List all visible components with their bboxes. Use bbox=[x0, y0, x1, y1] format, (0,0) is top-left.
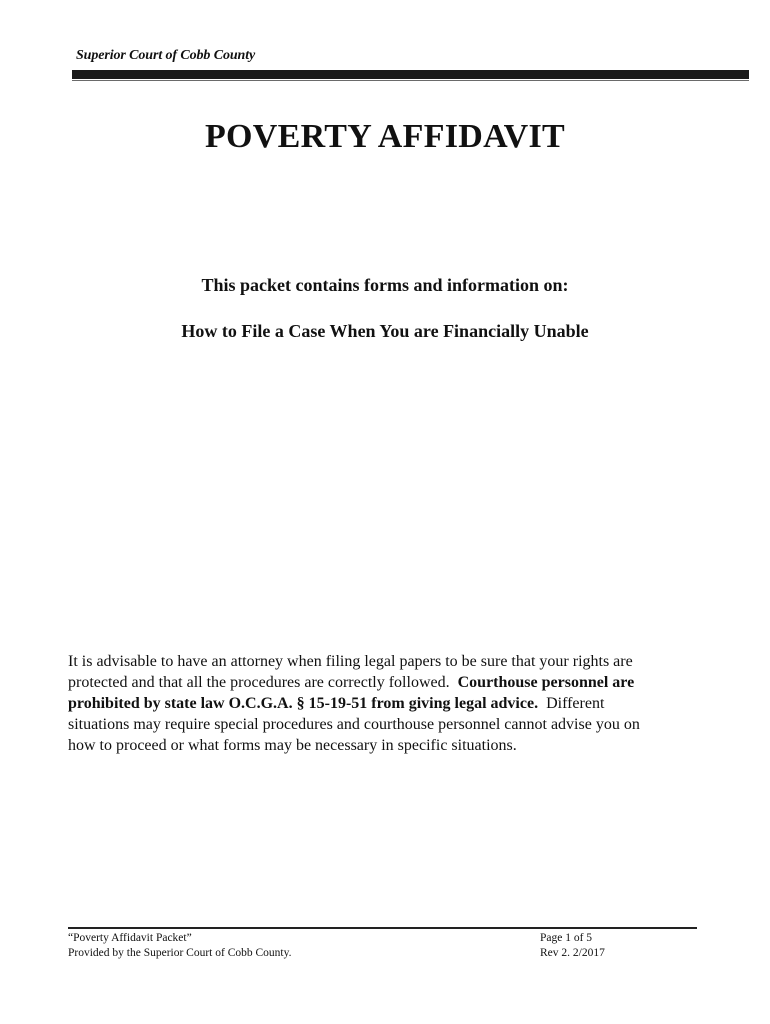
advisory-line-2-plain: protected and that all the procedures are correctly followed. bbox=[68, 674, 450, 691]
advisory-line-3-plain: Different bbox=[546, 695, 605, 712]
footer-right bbox=[540, 931, 605, 961]
packet-intro-heading: This packet contains forms and information on: bbox=[201, 275, 569, 295]
footer-revision: Rev 2. 2/2017 bbox=[540, 947, 605, 959]
footer-page-number: Page 1 of 5 bbox=[540, 932, 593, 944]
document-title: POVERTY AFFIDAVIT bbox=[204, 118, 565, 155]
footer-left bbox=[68, 931, 292, 961]
footer-rule bbox=[68, 927, 697, 929]
footer-packet-name: “Poverty Affidavit Packet” bbox=[68, 932, 192, 944]
header-rule bbox=[72, 70, 749, 79]
advisory-line-2 bbox=[68, 672, 708, 693]
advisory-warning-start: Courthouse personnel are bbox=[457, 674, 635, 691]
advisory-paragraph bbox=[68, 651, 708, 756]
advisory-warning-end: prohibited by state law O.C.G.A. § 15-19-51 from giving legal advice. bbox=[68, 695, 539, 712]
advisory-line-4: situations may require special procedures and courthouse personnel cannot advise you on bbox=[68, 716, 640, 733]
header-rule-underline bbox=[72, 80, 749, 81]
advisory-line-1: It is advisable to have an attorney when filing legal papers to be sure that your rights are bbox=[68, 653, 633, 670]
advisory-line-3 bbox=[68, 693, 708, 714]
header-court-name: Superior Court of Cobb County bbox=[76, 48, 256, 63]
advisory-line-5: how to proceed or what forms may be necessary in specific situations. bbox=[68, 737, 517, 754]
footer-provided-by: Provided by the Superior Court of Cobb County. bbox=[68, 947, 292, 959]
packet-topic-heading: How to File a Case When You are Financially Unable bbox=[181, 321, 589, 341]
